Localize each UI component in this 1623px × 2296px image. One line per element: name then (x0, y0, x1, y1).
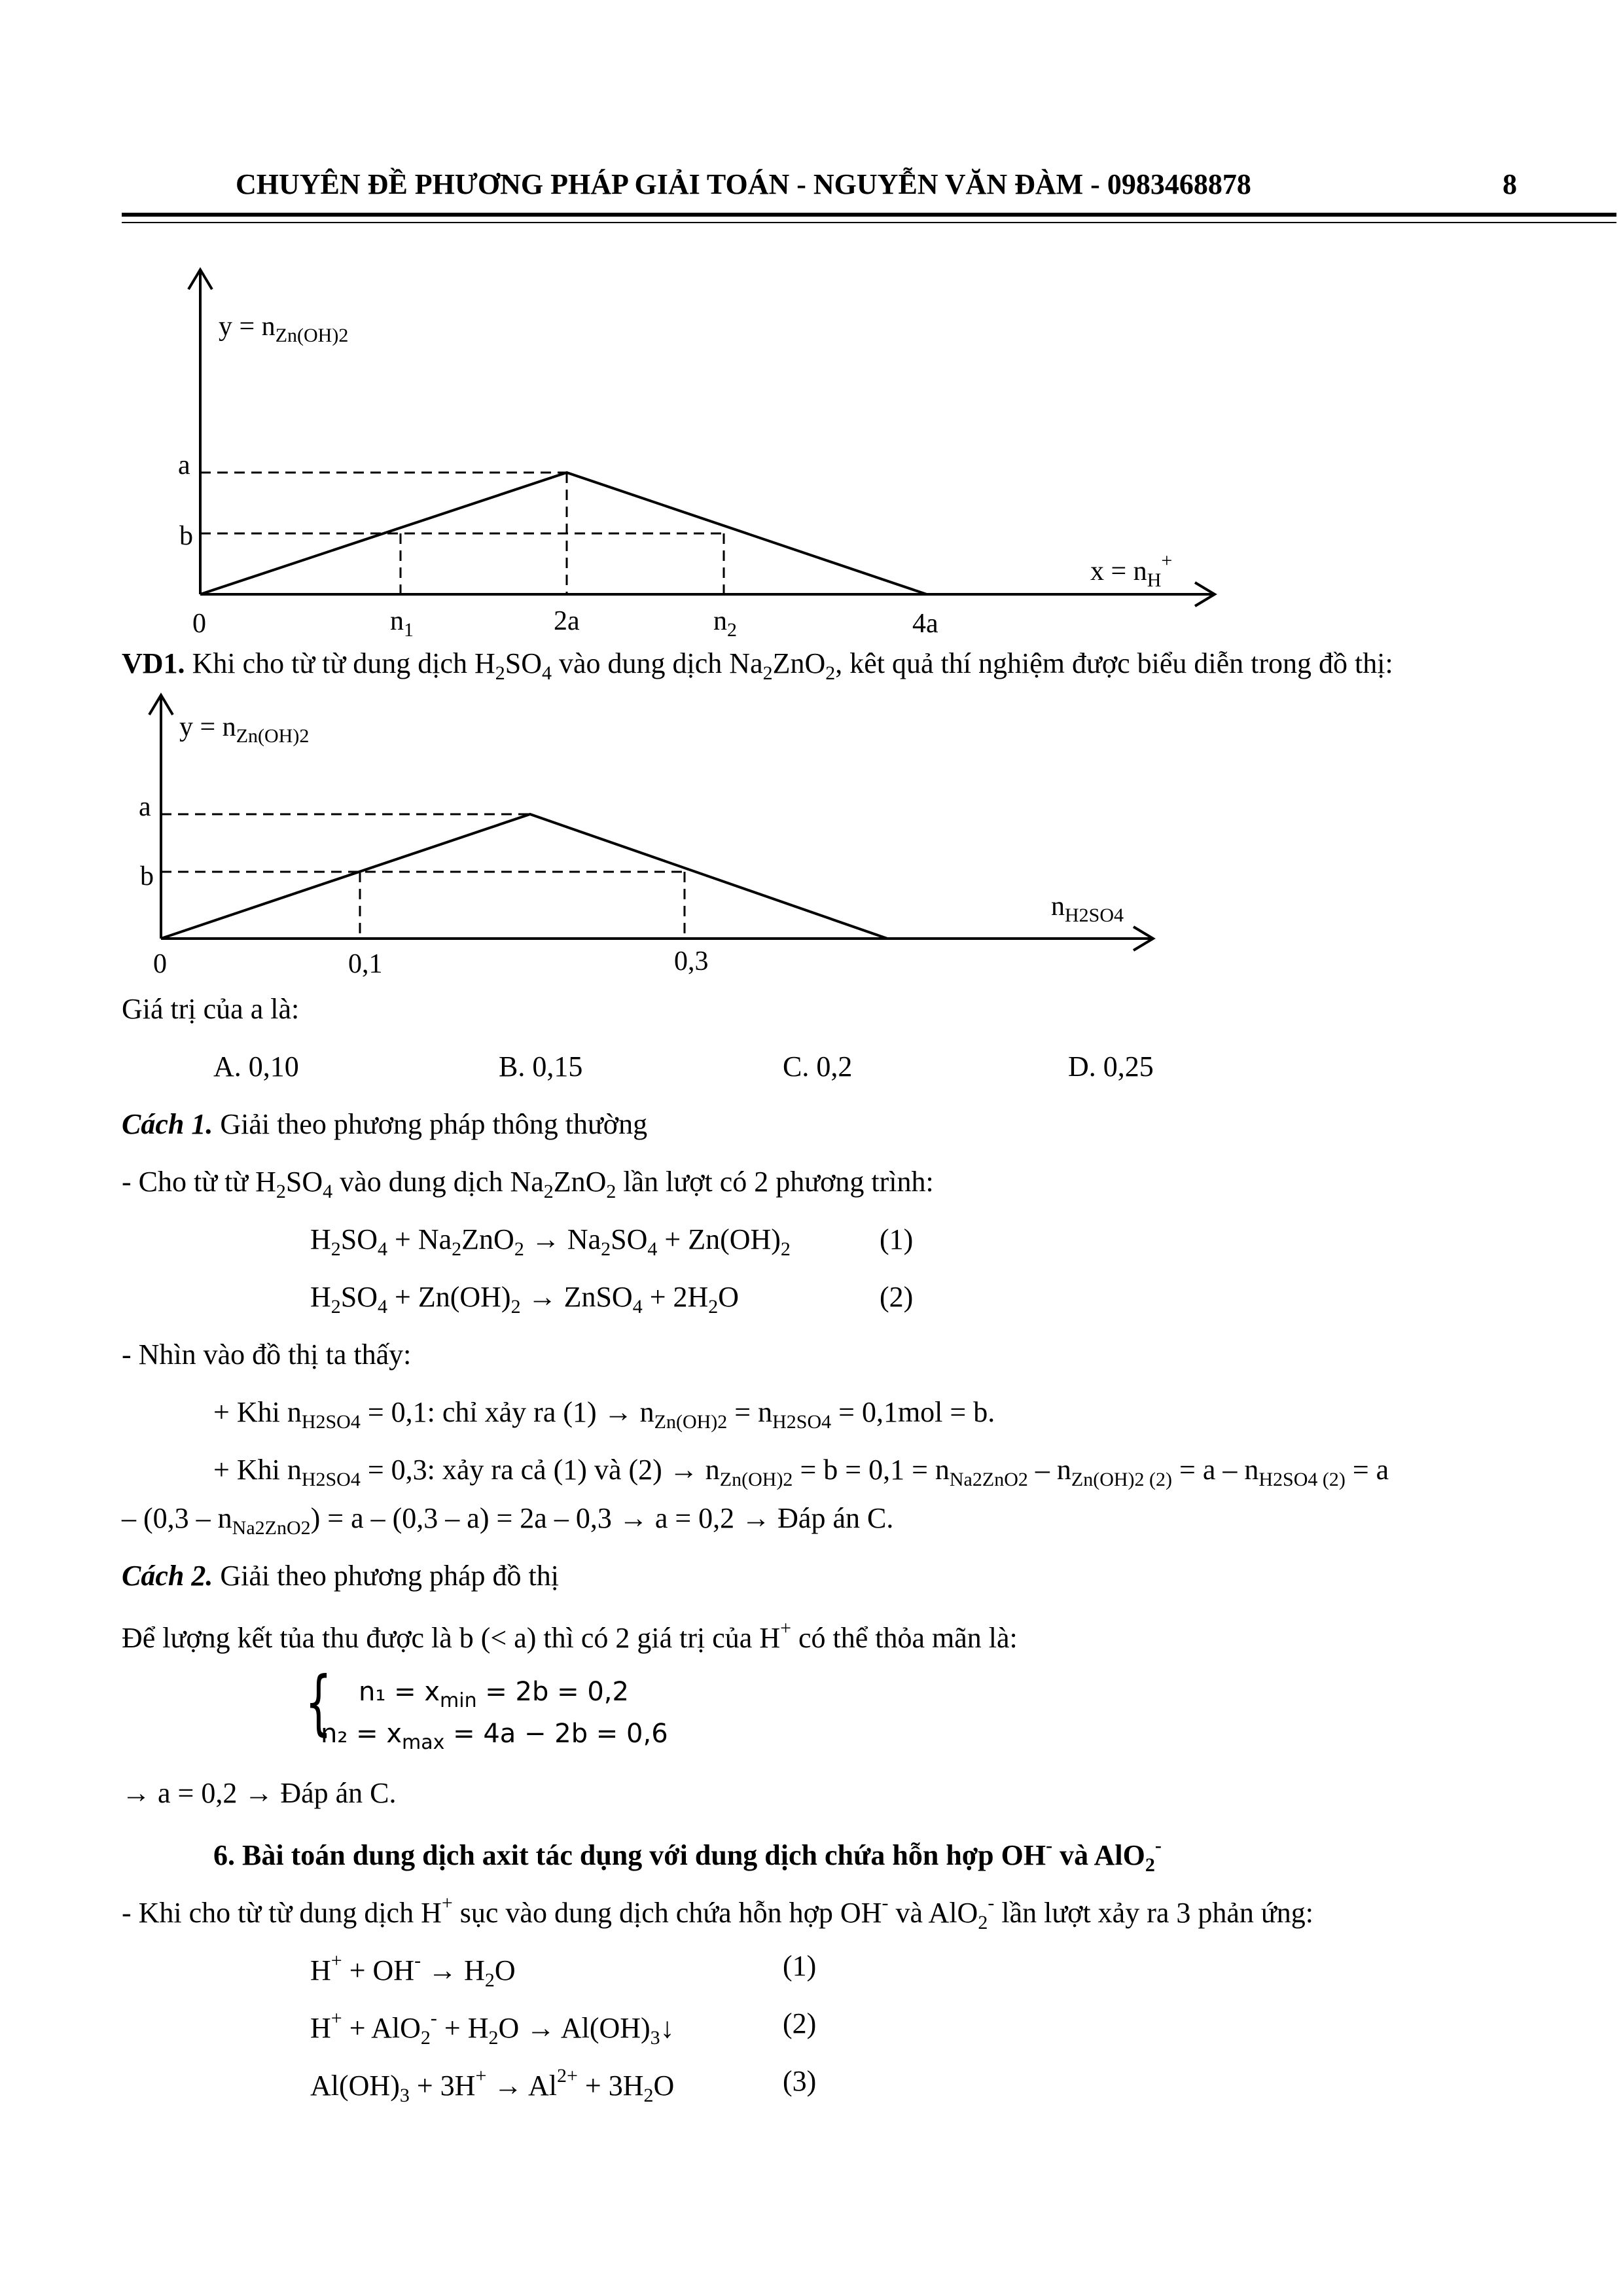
cach2-system-brace: { (305, 1662, 332, 1744)
graph1-x-label: $x = n_H^+$ (1090, 550, 1173, 591)
graph2-tick-01: 0,1 (348, 949, 383, 979)
graph1-tick-n2: $n_2$ (713, 606, 737, 641)
option-d: D. 0,25 (1068, 1050, 1154, 1083)
section6-reaction-3-number: (3) (783, 2065, 817, 2097)
section6-reaction-2: $H^+ + AlO_2^- + H_2O$ → $Al(OH)_3↓$ (310, 2007, 675, 2049)
cach1-heading: Cách 1. Giải theo phương pháp thông thường (122, 1108, 648, 1140)
cach1-equation-2-number: (2) (880, 1281, 914, 1313)
cach1-look: - Nhìn vào đồ thị ta thấy: (122, 1338, 412, 1371)
cach2-heading: Cách 2. Giải theo phương pháp đồ thị (122, 1560, 559, 1592)
option-b: B. 0,15 (499, 1050, 583, 1083)
cach2-system-line-1: $n_1 = x_{min} = 2b = 0,2$ (359, 1677, 629, 1712)
graph2-curve (161, 814, 887, 939)
option-a: A. 0,10 (213, 1050, 299, 1083)
graph1-tick-2a: 2a (554, 606, 580, 636)
graph2-tick-origin: 0 (153, 949, 167, 979)
cach2-system-line-2: $n_2 = x_{max} = 4a - 2b = 0,6$ (321, 1719, 668, 1754)
page-number: 8 (1503, 168, 1517, 200)
header-title: CHUYÊN ĐỀ PHƯƠNG PHÁP GIẢI TOÁN - NGUYỄN VĂN ĐÀM - 0983468878 (236, 168, 1251, 200)
question-prompt: Giá trị của a là: (122, 993, 300, 1025)
section6-reaction-2-number: (2) (783, 2007, 817, 2039)
graph2-a-label: a (139, 792, 151, 822)
graph1-y-label: $y = n_{Zn(OH)2}$ (219, 312, 349, 346)
cach1-intro: - Cho từ từ $H_2SO_4$ vào dung dịch $Na_2ZnO_2$ lần lượt có 2 phương trình: (122, 1166, 934, 1202)
section6-reaction-1: $H^+ + OH^- \to H_2O$ (310, 1950, 516, 1991)
graph1-tick-origin: 0 (192, 609, 206, 639)
cach1-equation-2: $H_2SO_4 + Zn(OH)_2$ → ZnSO$_4$ + $2H_2O$ (310, 1281, 740, 1318)
graph1-tick-4a: 4a (912, 609, 938, 639)
cach2-intro: Để lượng kết tủa thu được là b (< a) thì có 2 giá trị của H+ có thể thỏa mãn là: (122, 1617, 1018, 1654)
section6-reaction-1-number: (1) (783, 1950, 817, 1982)
graph1-b-label: b (179, 521, 193, 551)
option-c: C. 0,2 (783, 1050, 853, 1083)
cach1-equation-1: $H_2SO_4 + Na_2ZnO_2 \to Na_2SO_4 + Zn(OH)_2$ (310, 1223, 791, 1260)
section6-reaction-3: $Al(OH)_3 + 3H^+ \to Al^{2+} + 3H_2O$ (310, 2065, 675, 2106)
cach1-case-2: + Khi $n_{H2SO4} = 0,3$: xảy ra cả (1) và $(2) \to n_{Zn(OH)2} = b = 0,1 = n_{Na2ZnO2} - n_{Zn(OH)2 (2)} = a - n_{H2SO4 (2)} = a$ (213, 1454, 1389, 1490)
graph2-tick-03: 0,3 (674, 946, 709, 977)
graph1-tick-n1: $n_1$ (390, 606, 414, 641)
section6-title: 6. Bài toán dung dịch axit tác dụng với dung dịch chứa hỗn hợp OH- và AlO$_2$- (213, 1835, 1162, 1876)
cach1-case-2-continued: – $(0,3 - n_{Na2ZnO2}) = a - (0,3 - a) = 2a - 0,3 \to a = 0,2$ → Đáp án C. (122, 1502, 894, 1539)
graph1-a-label: a (178, 450, 190, 480)
section6-intro: - Khi cho từ từ dung dịch H+ sục vào dung dịch chứa hỗn hợp OH- và AlO$_2$- lần lượt xảy ra 3 phản ứng: (122, 1892, 1313, 1933)
graph2-b-label: b (140, 861, 154, 891)
cach2-conclusion: → a = 0,2 → Đáp án C. (122, 1777, 397, 1809)
graph2-y-label: $y = n_{Zn(OH)2}$ (179, 712, 310, 747)
cach1-case-1: + Khi $n_{H2SO4} = 0,1$: chỉ xảy ra $(1) \to n_{Zn(OH)2} = n_{H2SO4} = 0,1mol = b$. (213, 1396, 995, 1433)
cach1-equation-1-number: (1) (880, 1223, 914, 1255)
graph2-x-label: $n_{H2SO4}$ (1051, 891, 1124, 926)
vd1-line: VD1. Khi cho từ từ dung dịch $H_2SO_4$ vào dung dịch $Na_2ZnO_2$, kêt quả thí nghiệm được biểu diễn trong đồ thị: (122, 647, 1393, 684)
